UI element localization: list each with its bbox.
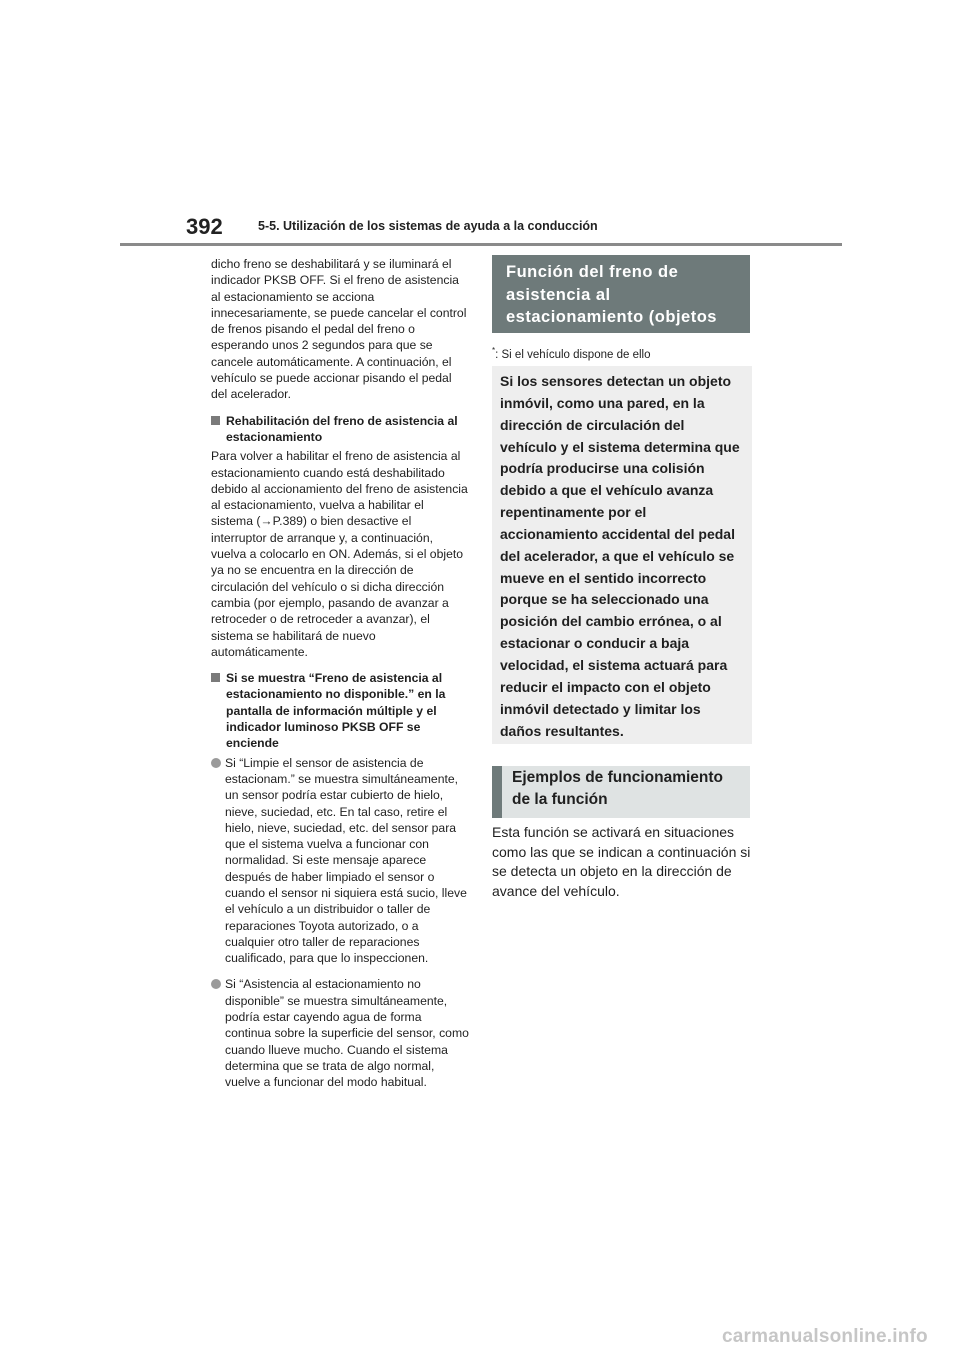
square-bullet-icon — [211, 416, 220, 425]
examples-heading-box — [492, 766, 750, 818]
page-number: 392 — [186, 214, 223, 239]
square-bullet-icon — [211, 673, 220, 682]
subheading-rehabilitation-text: Rehabilitación del freno de asistencia al estacionamiento — [226, 413, 458, 444]
main-heading-box — [492, 255, 750, 352]
summary-box — [492, 366, 752, 744]
round-bullet-icon — [211, 758, 221, 768]
bullet-text: Si “Limpie el sensor de asistencia de estacionam.” se muestra simultáneamente, un sensor podría estar cubierto de hielo, nieve, suciedad, etc. En tal caso, retire el hielo, nieve, suciedad, etc. del sensor para que el sistema vuelva a funcionar con normalidad. Si este mensaje aparece después de haber limpiado el sensor o cuando el sensor ni siquiera está sucio, lleve el vehículo a un distribuidor o taller de reparaciones Toyota autorizado, o a cualquier otro taller de reparaciones cualificado, para que lo inspeccionen. — [225, 755, 467, 966]
bullet-item — [211, 755, 469, 967]
main-heading-text: Función del freno de asistencia al estacionamiento (objetos inmóviles) — [506, 263, 717, 352]
footnote-mark: * — [492, 346, 496, 355]
watermark: carmanualsonline.info — [722, 1326, 928, 1347]
examples-paragraph: Esta función se activará en situaciones como las que se indican a continuación si se detecta un objeto en la dirección de avance del vehículo. — [492, 824, 751, 899]
intro-paragraph: dicho freno se deshabilitará y se iluminará el indicador PKSB OFF. Si el freno de asistencia al estacionamiento se acciona innecesariamente, se puede cancelar el control de frenos pisando el pedal del freno o esperando unos 2 segundos para que se cancele automáticamente. A continuación, el vehículo se puede accionar pisando el pedal del acelerador. — [211, 257, 467, 402]
bullet-item — [211, 976, 469, 1090]
footnote-text: : Si el vehículo dispone de ello — [495, 348, 651, 361]
left-column — [211, 256, 469, 1101]
round-bullet-icon — [211, 979, 221, 989]
rehabilitation-paragraph: Para volver a habilitar el freno de asistencia al estacionamiento cuando está deshabilitado debido al accionamiento del freno de asistencia al estacionamiento, vuelva a habilitar el sistema (→P.389) o bien desactive el interruptor de arranque y, a continuación, vuelva a colocarlo en ON. Además, si el objeto ya no se encuentra en la dirección de circulación del vehículo o si dicha dirección cambia (por ejemplo, pasando de avanzar a retroceder o de retroceder a avanzar), el sistema se habilitará de nuevo automáticamente. — [211, 449, 468, 659]
bullet-text: Si “Asistencia al estacionamiento no disponible” se muestra simultáneamente, podría estar cayendo agua de forma continua sobre la superficie del sensor, como cuando llueve mucho. Cuando el sistema determina que se trata de algo normal, vuelve a funcionar del modo habitual. — [225, 977, 469, 1090]
subheading-not-available-text: Si se muestra “Freno de asistencia al estacionamiento no disponible.” en la pantalla de información múltiple y el indicador luminoso PKSB OFF se enciende — [226, 671, 446, 751]
summary-text: Si los sensores detectan un objeto inmóvil, como una pared, en la dirección de circulación del vehículo y el sistema determina que podría producirse una colisión debido a que el vehículo avanza repentinamente por el accionamiento accidental del pedal del acelerador, a que el vehículo se mueve en el sentido incorrecto porque se ha seleccionado una posición del cambio errónea, o al estacionar o conducir a baja velocidad, el sistema actuará para reducir el impacto con el objeto inmóvil detectado y limitar los daños resultantes. — [500, 373, 740, 739]
subheading-rehabilitation — [211, 413, 469, 446]
asterisk-mark: * — [592, 333, 598, 345]
header-rule — [120, 243, 842, 246]
footnote — [492, 346, 650, 361]
section-header: 5-5. Utilización de los sistemas de ayuda a la conducción — [258, 219, 598, 233]
subheading-not-available — [211, 670, 469, 751]
examples-heading-text: Ejemplos de funcionamiento de la función — [512, 769, 723, 808]
